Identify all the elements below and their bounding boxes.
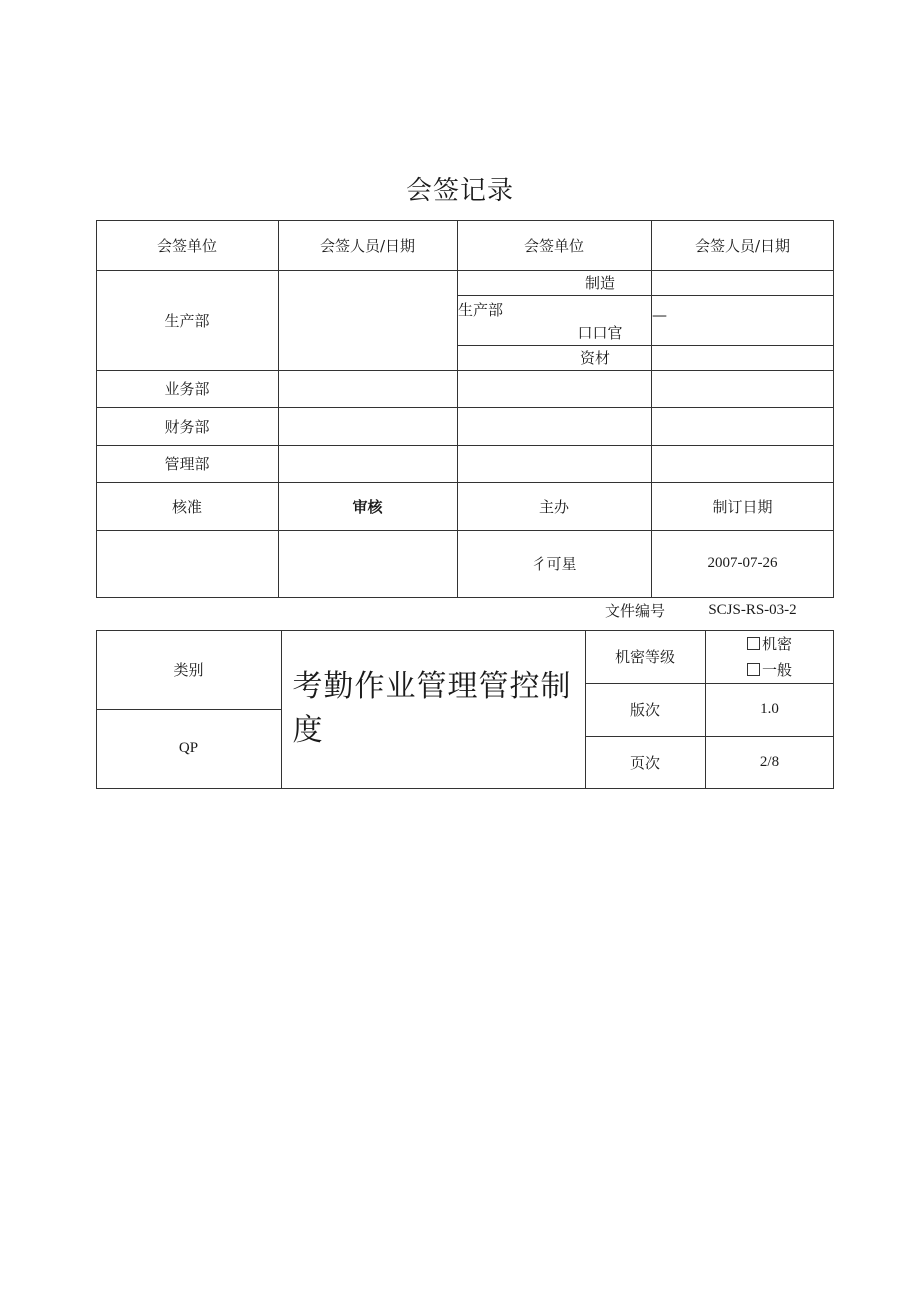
header-signer-date-1: 会签人员/日期: [319, 236, 416, 255]
sub-item-placeholder: 口口官: [577, 324, 623, 342]
approval-header-organizer: 主办: [538, 497, 569, 516]
checkbox-icon: [747, 663, 760, 676]
sub-item-manufacturing: 制造: [584, 274, 615, 292]
approval-header-date: 制订日期: [712, 497, 773, 516]
approval-header-review: 审核: [352, 497, 383, 516]
row-label-business: 业务部: [164, 380, 210, 398]
header-sign-unit-1: 会签单位: [156, 236, 217, 255]
approval-value-organizer: 彳可星: [531, 555, 577, 573]
approval-value-approve: [96, 530, 278, 597]
row-label-management: 管理部: [164, 455, 210, 473]
confidential-label: 机密等级: [614, 648, 675, 666]
category-value: QP: [178, 740, 199, 756]
header-sign-unit-2: 会签单位: [523, 236, 584, 255]
header-signer-date-2: 会签人员/日期: [694, 236, 791, 255]
dash-mark: —: [652, 306, 667, 324]
version-value: 1.0: [760, 701, 779, 717]
sub-item-materials: 资材: [579, 349, 610, 367]
checkbox-icon: [747, 637, 760, 650]
page-label: 页次: [629, 753, 660, 772]
approval-header-approve: 核准: [171, 497, 202, 516]
option-confidential[interactable]: 机密: [747, 631, 792, 657]
file-number-label: 文件编号: [604, 601, 665, 620]
row-label-production: 生产部: [164, 311, 210, 330]
approval-value-date: 2007-07-26: [707, 555, 778, 571]
sub-group-production: 生产部: [458, 300, 504, 319]
approval-value-review: [278, 530, 457, 597]
document-title: [290, 630, 580, 788]
page-title: 会签记录: [405, 176, 514, 206]
version-label: 版次: [629, 701, 660, 719]
category-label: 类别: [173, 661, 204, 679]
row-label-finance: 财务部: [164, 417, 210, 436]
page-value: 2/8: [759, 753, 780, 770]
file-number-value: SCJS-RS-03-2: [708, 601, 797, 618]
confidential-options: [705, 630, 834, 683]
option-general[interactable]: 一般: [747, 657, 792, 683]
document-title-text: 考勤作业管理管控制度: [292, 669, 572, 748]
